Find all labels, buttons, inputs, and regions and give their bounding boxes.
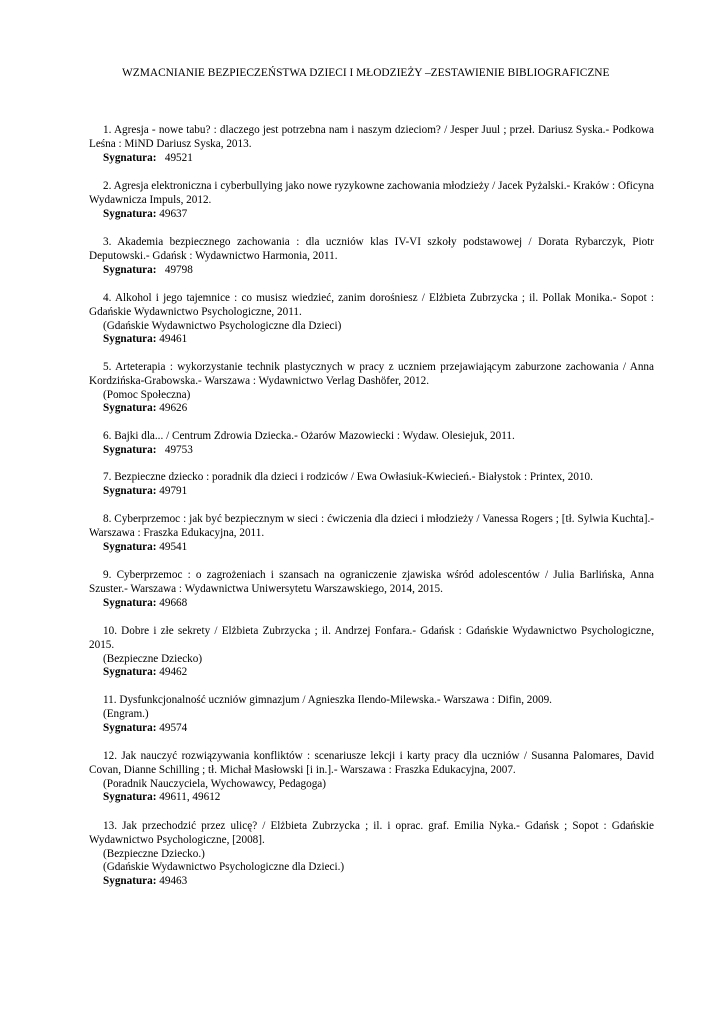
entry-signature	[89, 597, 654, 611]
entry-description: 2. Agresja elektroniczna i cyberbullying jako nowe ryzykowne zachowania młodzieży / Jacek Pyżalski.- Kraków : Oficyna Wydawnicza Impuls, 2012.	[89, 180, 654, 206]
signature-label: Sygnatura:	[103, 263, 157, 276]
signature-label: Sygnatura:	[103, 540, 157, 553]
entry-signature	[89, 333, 654, 347]
entry-series: (Pomoc Społeczna)	[103, 388, 191, 401]
entry-description: 11. Dysfunkcjonalność uczniów gimnazjum / Agnieszka Ilendo-Milewska.- Warszawa : Difin, 2009.	[103, 694, 552, 706]
entry-signature	[89, 666, 654, 680]
signature-label: Sygnatura:	[103, 333, 157, 346]
entry-signature	[89, 402, 654, 416]
entry-series: (Gdańskie Wydawnictwo Psychologiczne dla Dzieci)	[103, 319, 342, 332]
signature-label: Sygnatura:	[103, 402, 157, 415]
entry-description: 7. Bezpieczne dziecko : poradnik dla dzieci i rodziców / Ewa Owłasiuk-Kwiecień.- Białystok : Printex, 2010.	[103, 471, 593, 483]
signature-label: Sygnatura:	[103, 207, 157, 220]
signature-label: Sygnatura:	[103, 666, 157, 679]
signature-value: 49611, 49612	[159, 791, 221, 804]
entry-signature	[89, 485, 654, 499]
signature-label: Sygnatura:	[103, 484, 157, 497]
entry-description: 5. Arteterapia : wykorzystanie technik plastycznych w pracy z uczniem przejawiającym zaburzone zachowania / Anna Kordzińska-Grabowska.- Warszawa : Wydawnictwo Verlag Dashöfer, 2012.	[89, 361, 654, 387]
bibliography-entry	[89, 513, 654, 554]
signature-value: 49791	[159, 484, 188, 497]
entry-description: 1. Agresja - nowe tabu? : dlaczego jest potrzebna nam i naszym dzieciom? / Jesper Juul ; przeł. Dariusz Syska.- Podkowa Leśna : MiND Dariusz Syska, 2013.	[89, 124, 654, 150]
entry-description: 8. Cyberprzemoc : jak być bezpiecznym w sieci : ćwiczenia dla dzieci i młodzieży / Vanessa Rogers ; [tł. Sylwia Kuchta].- Warszawa : Fraszka Edukacyjna, 2011.	[89, 513, 654, 539]
entry-series: (Gdańskie Wydawnictwo Psychologiczne dla Dzieci.)	[103, 861, 345, 874]
entry-description: 6. Bajki dla... / Centrum Zdrowia Dziecka.- Ożarów Mazowiecki : Wydaw. Olesiejuk, 2011.	[103, 430, 515, 442]
entry-signature	[89, 444, 654, 458]
bibliography-entry	[89, 820, 654, 889]
entry-description: 12. Jak nauczyć rozwiązywania konfliktów : scenariusze lekcji i karty pracy dla uczniów / Susanna Palomares, David Covan, Dianne Schilling ; tł. Michał Masłowski [i in.].- Warszawa : Fraszka Edukacyjna, 2007.	[89, 750, 654, 776]
entry-series: (Poradnik Nauczyciela, Wychowawcy, Pedagoga)	[103, 777, 326, 790]
entry-signature	[89, 208, 654, 222]
entry-signature	[89, 722, 654, 736]
signature-value: 49798	[159, 263, 193, 276]
bibliography-entry	[89, 124, 654, 165]
signature-value: 49541	[159, 540, 188, 553]
signature-value: 49626	[159, 402, 188, 415]
entry-description: 10. Dobre i złe sekrety / Elżbieta Zubrzycka ; il. Andrzej Fonfara.- Gdańsk : Gdańskie Wydawnictwo Psychologiczne, 2015.	[89, 625, 654, 651]
entry-signature	[89, 875, 654, 889]
bibliography-entry	[89, 180, 654, 221]
signature-label: Sygnatura:	[103, 791, 157, 804]
page-title: WZMACNIANIE BEZPIECZEŃSTWA DZIECI I MŁODZIEŻY –ZESTAWIENIE BIBLIOGRAFICZNE	[122, 67, 610, 79]
entry-description: 4. Alkohol i jego tajemnice : co musisz wiedzieć, zanim dorośniesz / Elżbieta Zubrzycka ; il. Pollak Monika.- Sopot : Gdańskie Wydawnictwo Psychologiczne, 2011.	[89, 292, 654, 318]
signature-value: 49668	[159, 596, 188, 609]
signature-label: Sygnatura:	[103, 875, 157, 888]
bibliography-entry	[89, 750, 654, 805]
bibliography-entry	[89, 430, 654, 458]
entry-description: 3. Akademia bezpiecznego zachowania : dla uczniów klas IV-VI szkoły podstawowej / Dorata Rybarczyk, Piotr Deputowski.- Gdańsk : Wydawnictwo Harmonia, 2011.	[89, 236, 654, 262]
entry-description: 9. Cyberprzemoc : o zagrożeniach i szansach na ograniczenie zjawiska wśród adolescentów / Julia Barlińska, Anna Szuster.- Warszawa : Wydawnictwa Uniwersytetu Warszawskiego, 2014, 2015.	[89, 569, 654, 595]
signature-value: 49463	[159, 875, 188, 888]
entry-description: 13. Jak przechodzić przez ulicę? / Elżbieta Zubrzycka ; il. i oprac. graf. Emilia Nyka.- Gdańsk ; Sopot : Gdańskie Wydawnictwo Psychologiczne, [2008].	[89, 820, 654, 846]
signature-label: Sygnatura:	[103, 443, 157, 456]
entry-series: (Bezpieczne Dziecko)	[103, 652, 203, 665]
bibliography-entry	[89, 361, 654, 416]
signature-value: 49574	[159, 721, 188, 734]
bibliography-entry	[89, 236, 654, 277]
signature-value: 49521	[159, 151, 193, 164]
bibliography-entry	[89, 694, 654, 735]
entry-signature	[89, 541, 654, 555]
signature-label: Sygnatura:	[103, 721, 157, 734]
bibliography-entry	[89, 292, 654, 347]
signature-value: 49462	[159, 666, 188, 679]
entry-series: (Engram.)	[103, 707, 149, 720]
signature-value: 49637	[159, 207, 188, 220]
bibliography-entry	[89, 625, 654, 680]
entry-signature	[89, 264, 654, 278]
signature-value: 49461	[159, 333, 188, 346]
entry-signature	[89, 152, 654, 166]
bibliography-entry	[89, 569, 654, 610]
entry-series: (Bezpieczne Dziecko.)	[103, 847, 205, 860]
signature-value: 49753	[159, 443, 193, 456]
signature-label: Sygnatura:	[103, 596, 157, 609]
signature-label: Sygnatura:	[103, 151, 157, 164]
bibliography-entry	[89, 471, 654, 499]
entry-signature	[89, 791, 654, 805]
